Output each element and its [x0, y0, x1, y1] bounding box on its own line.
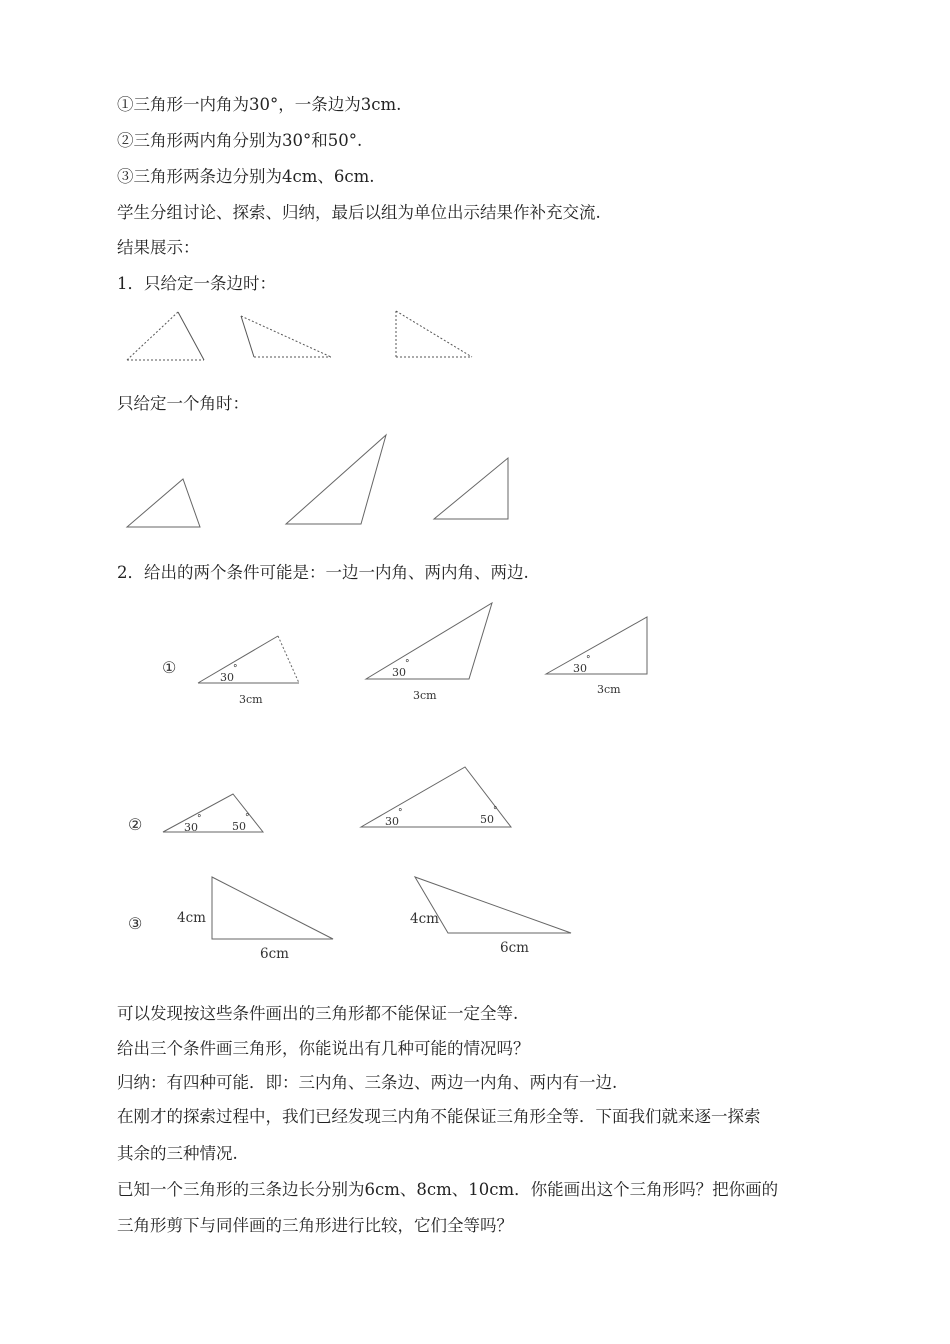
- degree-mark-a: °: [233, 664, 238, 674]
- side-label-3cm-b: 3cm: [413, 689, 437, 702]
- angle-label-30c: 30: [573, 662, 587, 675]
- results-heading: 结果展示：: [117, 238, 200, 257]
- row-3-marker: ③: [128, 914, 143, 933]
- summary-text: 归纳：有四种可能．即：三内角、三条边、两边一内角、两内有一边.: [117, 1073, 618, 1092]
- angle-label-30d: 30: [184, 821, 198, 834]
- two-angles-row: [128, 767, 511, 834]
- angle-label-50b: 50: [480, 813, 494, 826]
- row-2-marker: ②: [128, 815, 143, 834]
- side-label-3cm-c: 3cm: [597, 683, 621, 696]
- one-side-triangle-3: [396, 311, 472, 357]
- degree-mark-g: °: [493, 806, 498, 816]
- degree-mark-b: °: [405, 659, 410, 669]
- degree-mark-c: °: [586, 655, 591, 665]
- exploration-text-2: 其余的三种情况.: [117, 1144, 238, 1163]
- task-text-1: 已知一个三角形的三条边长分别为6cm、8cm、10cm．你能画出这个三角形吗？把你画的: [117, 1180, 779, 1199]
- side-label-4cm-b: 4cm: [410, 911, 439, 927]
- degree-mark-d: °: [197, 814, 202, 824]
- degree-mark-e: °: [245, 813, 250, 823]
- side-label-4cm-a: 4cm: [177, 910, 206, 926]
- one-side-heading: 1．只给定一条边时：: [117, 274, 276, 293]
- one-side-triangle-2: [241, 316, 331, 357]
- angle-label-30b: 30: [392, 666, 406, 679]
- one-angle-triangle-2: [286, 435, 386, 524]
- one-angle-triangle-3: [434, 458, 508, 519]
- angle-label-50a: 50: [232, 820, 246, 833]
- side-label-6cm-b: 6cm: [500, 940, 529, 956]
- side-label-3cm-a: 3cm: [239, 693, 263, 706]
- conclusion-text: 可以发现按这些条件画出的三角形都不能保证一定全等.: [117, 1004, 519, 1023]
- angle-label-30a: 30: [220, 671, 234, 684]
- degree-mark-f: °: [398, 808, 403, 818]
- two-sides-row: [128, 877, 571, 962]
- one-side-triangles: [127, 311, 472, 360]
- one-angle-heading: 只给定一个角时：: [117, 394, 249, 413]
- one-side-triangle-1: [127, 312, 204, 360]
- one-angle-triangle-1: [127, 479, 200, 527]
- condition-2-text: ②三角形两内角分别为30°和50°.: [117, 131, 363, 150]
- row-1-marker: ①: [162, 658, 177, 677]
- angle-label-30e: 30: [385, 815, 399, 828]
- condition-3-text: ③三角形两条边分别为4cm、6cm.: [117, 167, 375, 186]
- exploration-text-1: 在刚才的探索过程中，我们已经发现三内角不能保证三角形全等．下面我们就来逐一探索: [117, 1107, 761, 1126]
- question-text: 给出三个条件画三角形，你能说出有几种可能的情况吗？: [117, 1039, 530, 1058]
- side-angle-row: [162, 603, 647, 706]
- condition-1-text: ①三角形一内角为30°，一条边为3cm.: [117, 95, 402, 114]
- task-text-2: 三角形剪下与同伴画的三角形进行比较，它们全等吗？: [117, 1216, 513, 1235]
- one-angle-triangles: [127, 435, 508, 527]
- discussion-text: 学生分组讨论、探索、归纳，最后以组为单位出示结果作补充交流.: [117, 203, 601, 222]
- two-conditions-heading: 2．给出的两个条件可能是：一边一内角、两内角、两边.: [117, 563, 529, 582]
- side-label-6cm-a: 6cm: [260, 946, 289, 962]
